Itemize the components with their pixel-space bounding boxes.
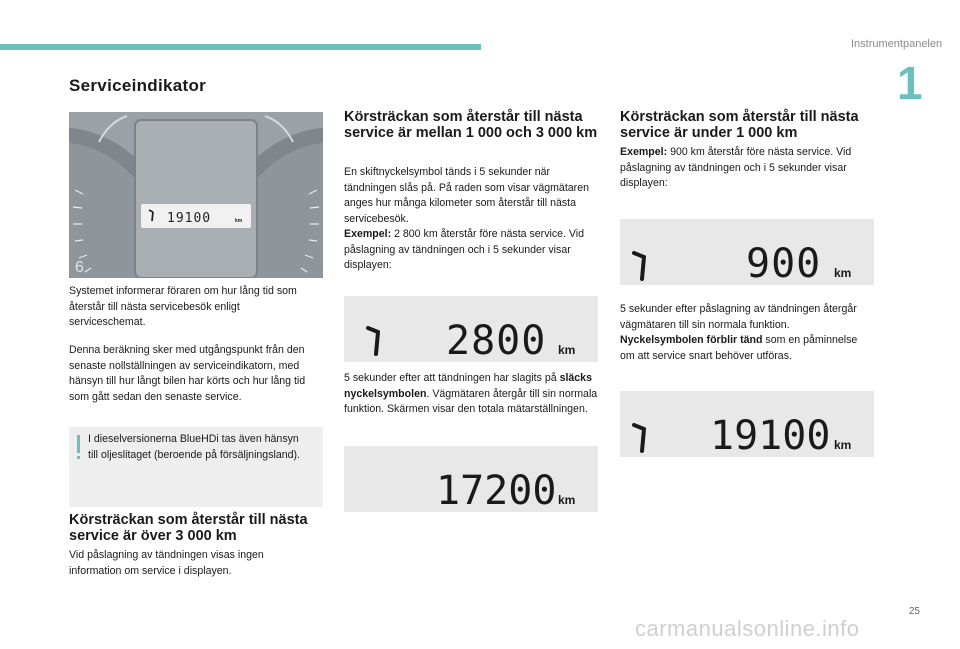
display-900-value: 900 [746,241,822,285]
under-1000-after-paragraph: 5 sekunder efter påslagning av tändningen återgår vägmätaren till sin normala funktion. Nyckelsymbolen förblir tänd som en påminnelse om att service snart behöver utföras. [620,303,858,362]
display-17200 [344,446,598,512]
info-note-text: I dieselversionerna BlueHDi tas även hänsyn till oljeslitaget (beroende på försäljningsland). [88,433,300,461]
intro-paragraph-1: Systemet informerar föraren om hur lång tid som återstår till nästa servicebesök enligt serviceschemat. [69,285,297,328]
page-number: 25 [908,606,920,617]
chapter-number: 1 [897,57,923,109]
gauge-number: 6 [75,259,84,276]
page-title: Serviceindikator [69,76,207,95]
display-19100-unit: km [834,438,852,452]
display-2800 [344,296,598,362]
display-17200-value: 17200 [436,468,557,512]
over-3000-text: Vid påslagning av tändningen visas ingen information om service i displayen. [69,549,264,577]
cluster-display-unit: km [235,218,243,224]
display-900 [620,219,874,285]
info-note [69,427,323,507]
info-icon [77,435,80,453]
watermark: carmanualsonline.info [635,616,860,641]
between-after-paragraph: 5 sekunder efter att tändningen har slagits på släcks nyckelsymbolen. Vägmätaren återgår till sin normala funktion. Skärmen visar den totala mätarställningen. [344,372,598,415]
heading-under-1000: Körsträckan som återstår till nästa service är under 1 000 km [620,109,859,141]
display-2800-value: 2800 [446,318,547,362]
display-19100 [620,391,874,457]
intro-paragraph-2: Denna beräkning sker med utgångspunkt från den senaste nollställningen av serviceindikatorn, med hänsyn till hur långt bilen har körts och hur lång tid som gått sedan den senaste service. [69,344,306,403]
cluster-display-value: 19100 [167,211,212,226]
heading-over-3000: Körsträckan som återstår till nästa service är över 3 000 km [69,512,308,544]
display-900-unit: km [834,266,852,280]
between-paragraph: En skiftnyckelsymbol tänds i 5 sekunder när tändningen slås på. På raden som visar vägmätaren anges hur många kilometer som återstår till nästa servicebesök. Exempel: 2 800 km återstår före nästa service. Vid påslagning av tändningen och i 5 sekunder visar displayen: [344,166,589,271]
display-19100-value: 19100 [710,413,831,457]
display-2800-unit: km [558,343,576,357]
heading-between: Körsträckan som återstår till nästa service är mellan 1 000 och 3 000 km [344,109,598,141]
section-title: Instrumentpanelen [851,38,943,50]
top-accent-bar [0,44,481,50]
under-1000-example: Exempel: 900 km återstår före nästa service. Vid påslagning av tändningen och i 5 sekunder visar displayen: [620,146,852,189]
display-17200-unit: km [558,493,576,507]
instrument-cluster-image [69,112,323,278]
